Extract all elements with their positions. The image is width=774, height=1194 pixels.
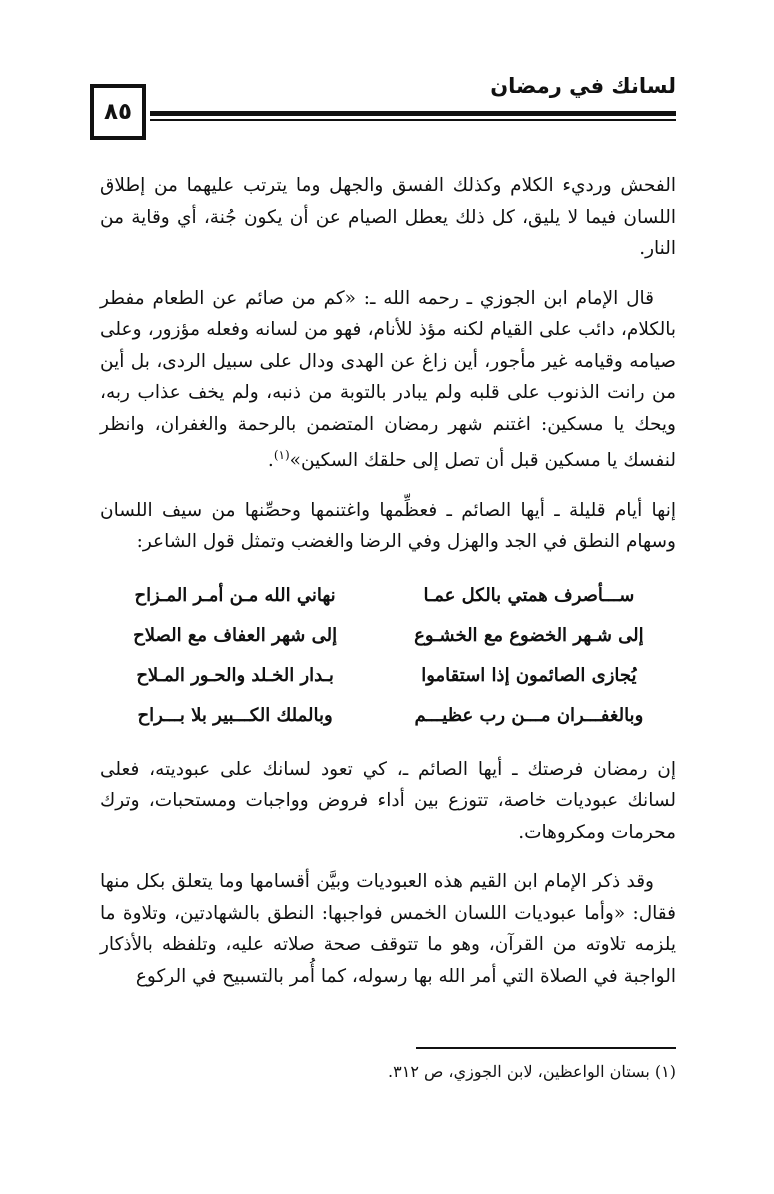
running-title: لسانك في رمضان xyxy=(490,74,676,98)
footnote: (١) بستان الواعظين، لابن الجوزي، ص ٣١٢. xyxy=(388,1062,676,1081)
verse-first-hemistich: ســـأصرف همتي بالكل عمـا xyxy=(423,584,635,606)
verse-row xyxy=(100,616,676,656)
paragraph-5: وقد ذكر الإمام ابن القيم هذه العبوديات وبيَّن أقسامها وما يتعلق بكل منها فقال: «وأما عبوديات اللسان الخمس فواجبها: النطق بالشهادتين، وتلاوة ما يلزمه تلاوته من القرآن، وهو ما تتوقف صحة صلاته عليه، وتلفظه بالأذكار الواجبة في الصلاة التي أمر الله بها رسوله، كما أُمر بالتسبيح في الركوع xyxy=(100,871,676,987)
verse-first-hemistich: وبالغفـــران مـــن رب عظيـــم xyxy=(414,704,644,726)
verse-row xyxy=(100,656,676,696)
verse-second-hemistich: بـدار الخـلد والحـور المـلاح xyxy=(136,664,334,686)
page-number-box xyxy=(90,84,146,140)
paragraph-4: إن رمضان فرصتك ـ أيها الصائم ـ، كي تعود لسانك على عبوديته، فعلى لسانك عبوديات خاصة، تتوزع بين أداء فروض وواجبات ومستحبات، وترك محرمات ومكروهات. xyxy=(100,758,676,843)
verse-first-hemistich: إلى شـهر الخضوع مع الخشـوع xyxy=(414,624,644,646)
verse-second-hemistich: إلى شهر العفاف مع الصلاح xyxy=(133,624,338,646)
page-number: ٨٥ xyxy=(103,99,133,125)
verse-row xyxy=(100,696,676,736)
verse-second-hemistich: نهاني الله مـن أمـر المـزاح xyxy=(134,584,336,606)
paragraph-2 xyxy=(100,283,676,477)
paragraph-2-end: . xyxy=(267,450,274,472)
footnote-reference: (١) xyxy=(273,448,290,462)
header-rule-thick xyxy=(150,111,676,116)
paragraph-3: إنها أيام قليلة ـ أيها الصائم ـ فعظِّمها واغتنمها وحصِّنها من سيف اللسان وسهام النطق في الجد والهزل وفي الرضا والغضب وتمثل قول الشاعر: xyxy=(100,499,676,553)
poem xyxy=(100,576,676,736)
paragraph-2-text: قال الإمام ابن الجوزي ـ رحمه الله ـ: «كم من صائم عن الطعام مفطر بالكلام، دائب على القيام لكنه مؤذ للأنام، فهو من لسانه وفعله مؤزور، وعلى صيامه وقيامه غير مأجور، أين زاغ عن الهدى ودال على سبيل الردى، بل أين من رانت الذنوب على قلبه ولم يبادر بالتوبة من ذنبه، ولم يخف عذاب ربه، ويحك يا مسكين: اغتنم شهر رمضان المتضمن بالرحمة والغفران، وانظر لنفسك يا مسكين قبل أن تصل إلى حلقك السكين» xyxy=(100,287,676,472)
main-text xyxy=(100,170,676,1010)
verse-first-hemistich: يُجازى الصائمون إذا استقاموا xyxy=(421,664,637,686)
footnote-rule xyxy=(416,1047,676,1049)
verse-row xyxy=(100,576,676,616)
header-rule-thin xyxy=(150,119,676,121)
verse-second-hemistich: وبالملك الكـــبير بلا بـــراح xyxy=(137,704,333,726)
paragraph-1: الفحش ورديء الكلام وكذلك الفسق والجهل وما يترتب عليهما من إطلاق اللسان فيما لا يليق، كل ذلك يعطل الصيام عن أن يكون جُنة، أي وقاية من النار. xyxy=(100,175,676,259)
